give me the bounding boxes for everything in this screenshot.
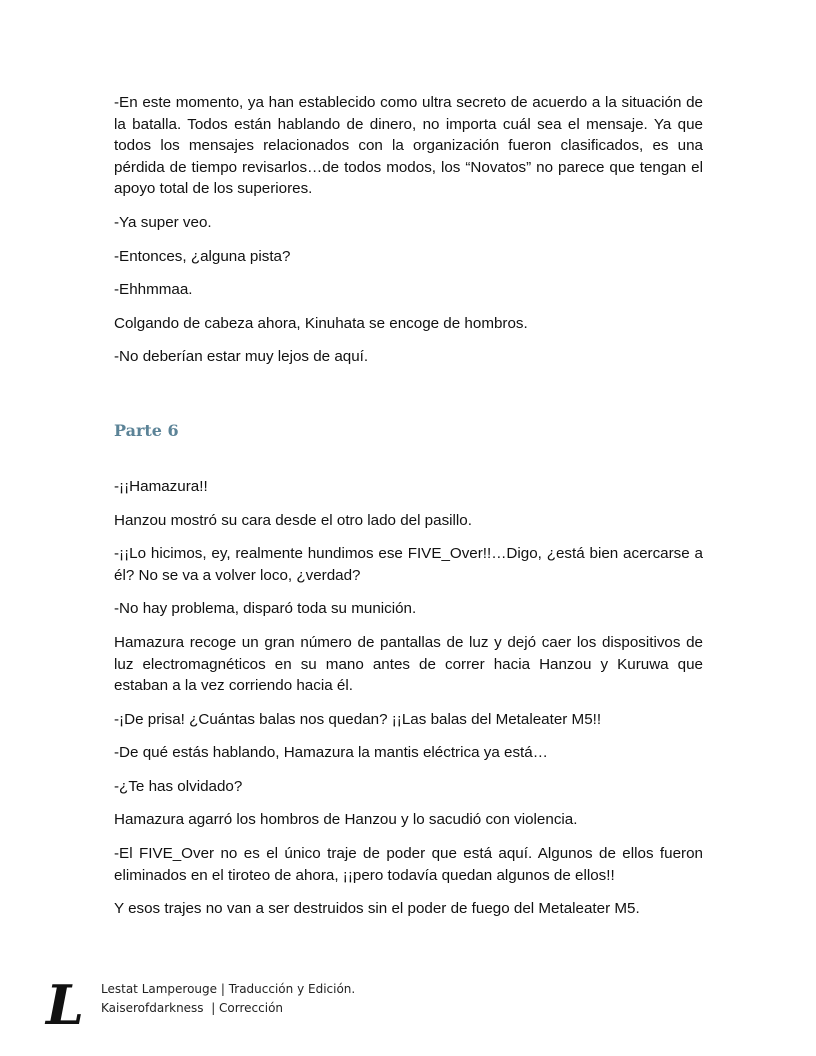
section-heading: Parte 6: [114, 420, 179, 440]
paragraph: -¡¡Lo hicimos, ey, realmente hundimos ese FIVE_Over!!…Digo, ¿está bien acercarse a él? No se va a volver loco, ¿verdad?: [114, 545, 703, 584]
footer-credits: [101, 980, 355, 1018]
paragraph: -¡De prisa! ¿Cuántas balas nos quedan? ¡¡Las balas del Metaleater M5!!: [114, 710, 602, 728]
paragraph: -No deberían estar muy lejos de aquí.: [114, 348, 369, 366]
paragraph: -En este momento, ya han establecido como ultra secreto de acuerdo a la situación de la batalla. Todos están hablando de dinero, no importa cuál sea el mensaje. Ya que todos los mensajes relacionados con la organización fueron clasificados, es una pérdida de tiempo revisarlos…de todos modos, los “Novatos” no parece que tengan el apoyo total de los superiores.: [114, 94, 703, 198]
paragraph: Hamazura recoge un gran número de pantallas de luz y dejó caer los dispositivos de luz electromagnéticos en su mano antes de correr hacia Hanzou y Kuruwa que estaban a la vez corriendo hacia él.: [114, 633, 703, 695]
paragraph: -El FIVE_Over no es el único traje de poder que está aquí. Algunos de ellos fueron eliminados en el tiroteo de ahora, ¡¡pero todavía quedan algunos de ellos!!: [114, 845, 703, 884]
logo-letter: L: [46, 978, 84, 1032]
paragraph: -Ehhmmaa.: [114, 281, 193, 299]
paragraph: Hanzou mostró su cara desde el otro lado del pasillo.: [114, 511, 472, 529]
paragraph: -¿Te has olvidado?: [114, 777, 243, 795]
page-footer: [42, 978, 442, 1038]
paragraph: -De qué estás hablando, Hamazura la mantis eléctrica ya está…: [114, 744, 548, 762]
paragraph: Y esos trajes no van a ser destruidos sin el poder de fuego del Metaleater M5.: [114, 900, 640, 918]
document-body: [114, 92, 703, 932]
l-logo-icon: [42, 978, 88, 1032]
paragraph: -¡¡Hamazura!!: [114, 477, 208, 495]
footer-credit-line: Kaiserofdarkness | Corrección: [101, 1001, 284, 1015]
footer-credit-line: Lestat Lamperouge | Traducción y Edición.: [101, 982, 356, 996]
paragraph: -Entonces, ¿alguna pista?: [114, 247, 291, 265]
paragraph: -Ya super veo.: [114, 213, 212, 231]
paragraph: Hamazura agarró los hombros de Hanzou y lo sacudió con violencia.: [114, 811, 578, 829]
paragraph: -No hay problema, disparó toda su munición.: [114, 600, 417, 618]
paragraph: Colgando de cabeza ahora, Kinuhata se encoge de hombros.: [114, 314, 528, 332]
